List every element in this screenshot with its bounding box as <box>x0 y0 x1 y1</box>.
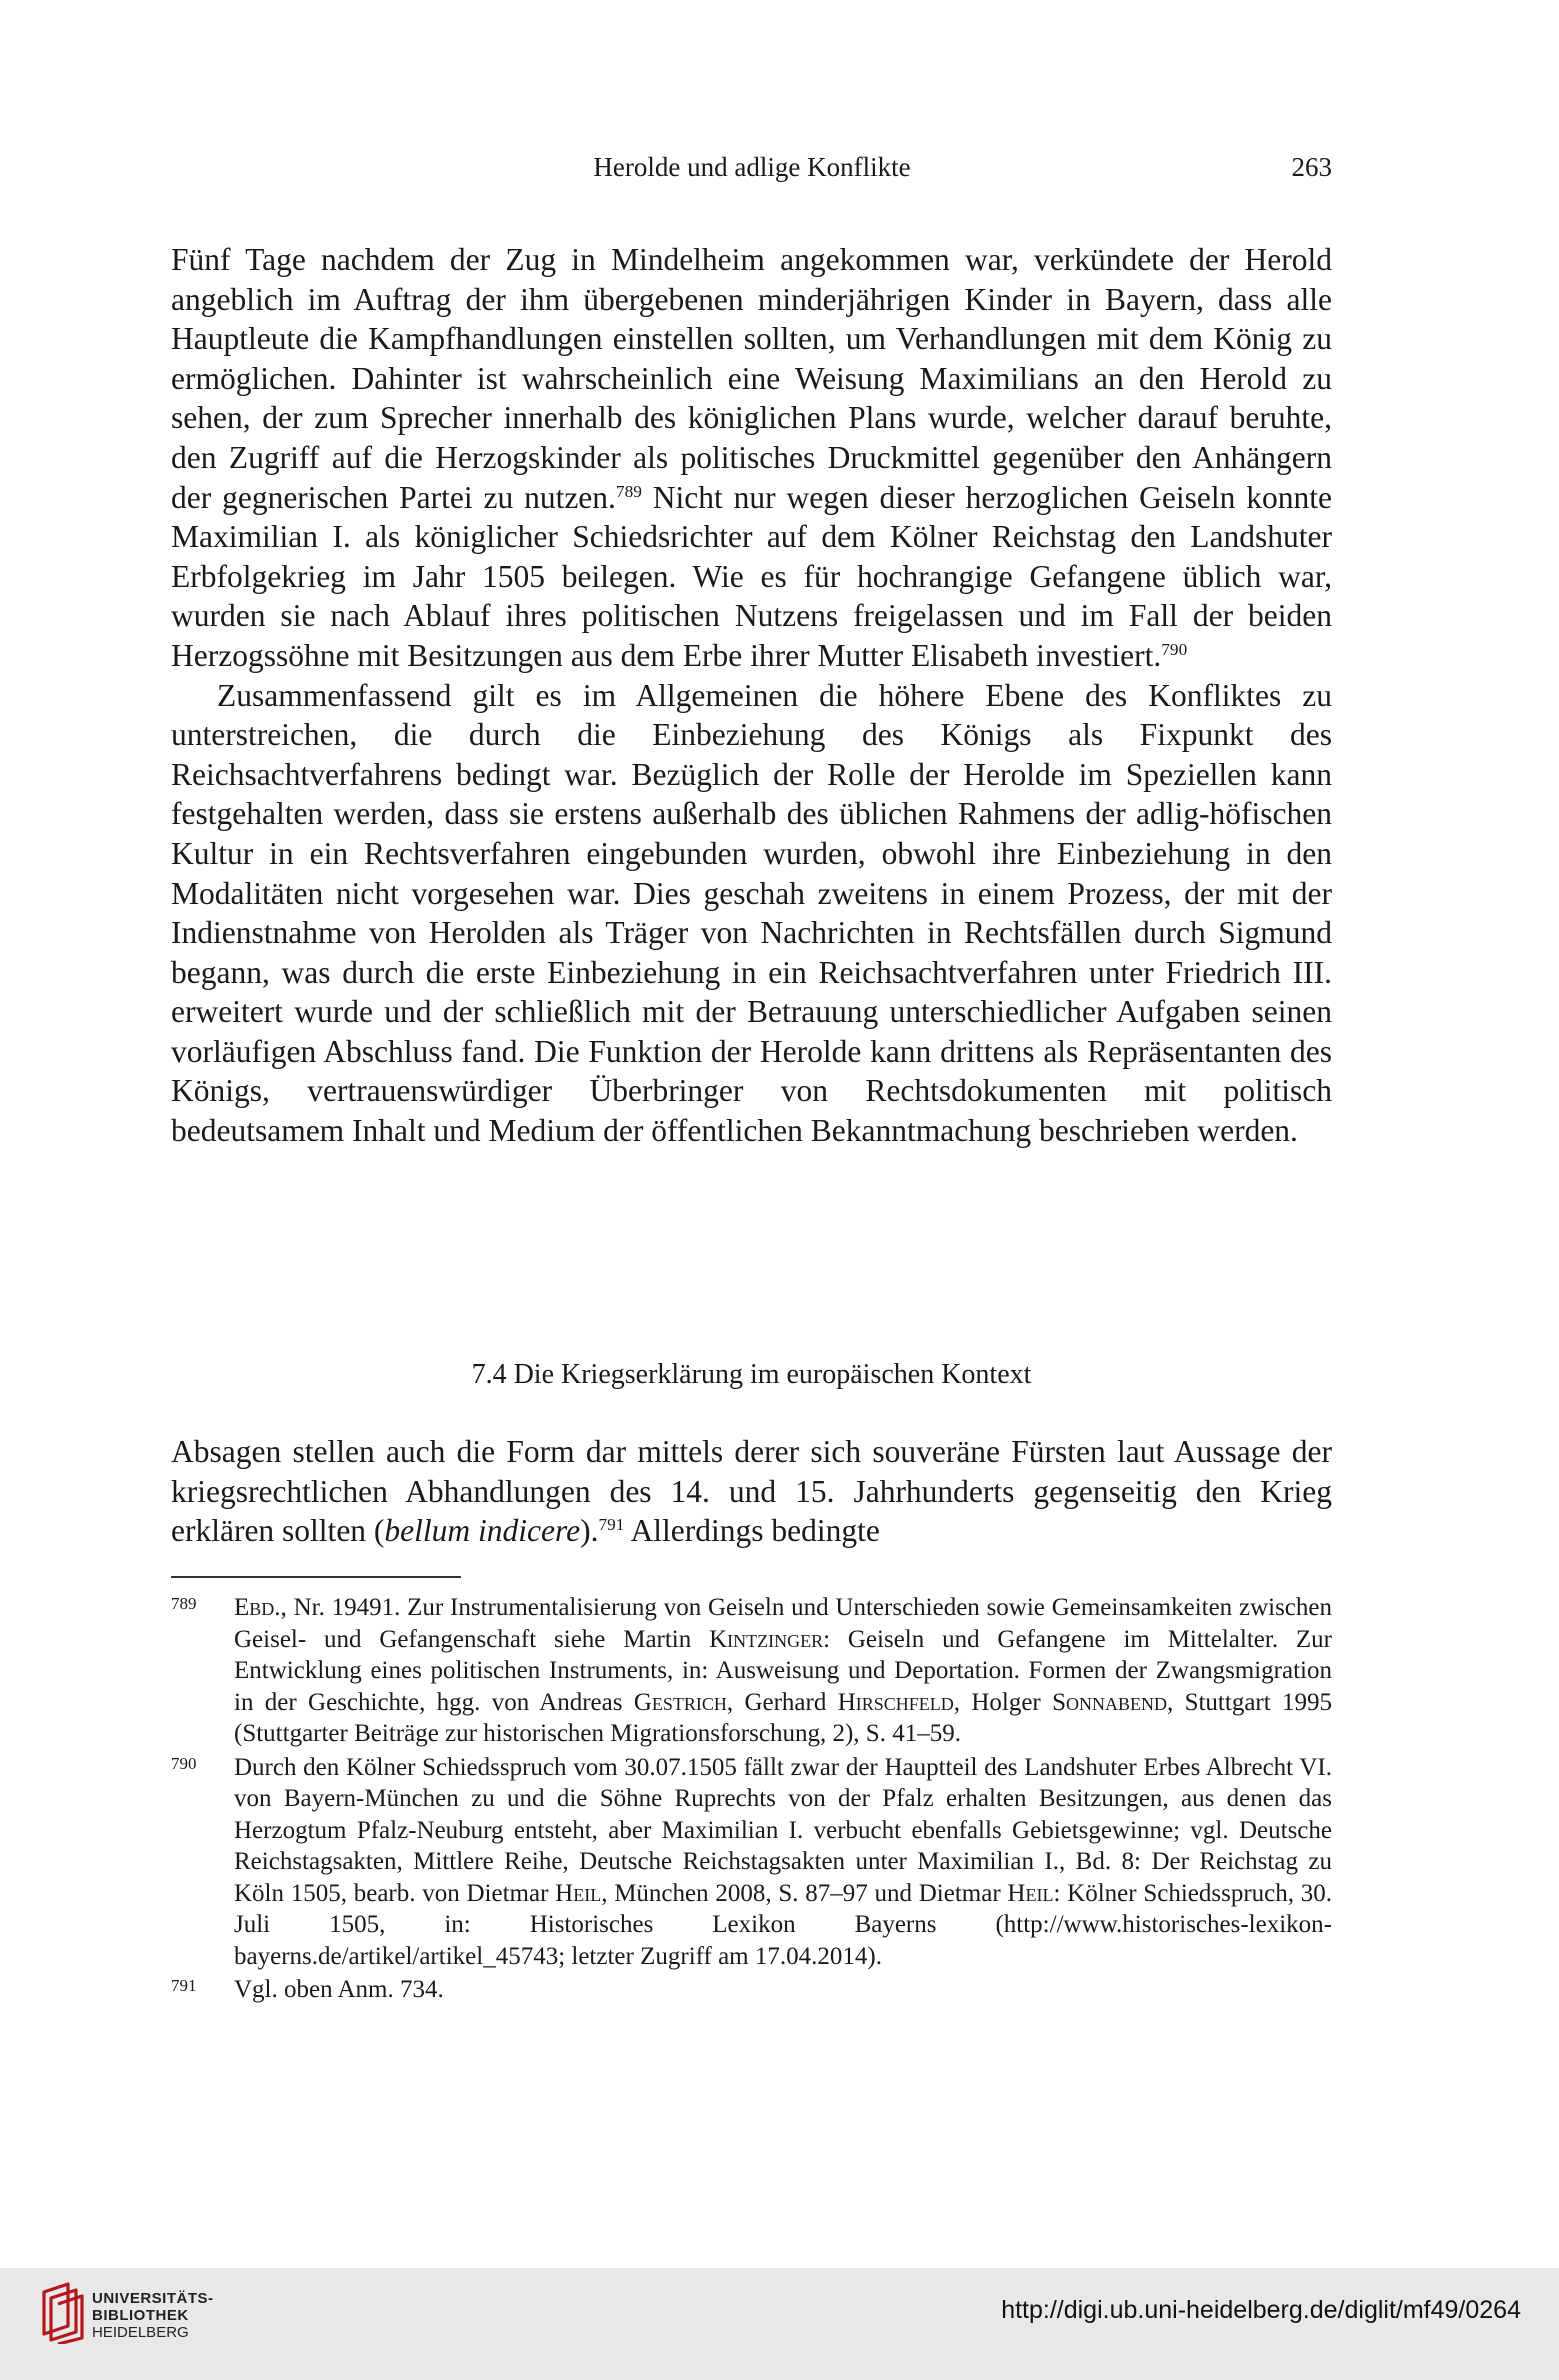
section-heading: 7.4 Die Kriegserklärung im europäischen Kontext <box>471 1359 1032 1390</box>
footnote-number: 790 <box>171 1753 197 1773</box>
footnote-791 <box>171 1974 1332 2006</box>
library-name-line-2: BIBLIOTHEK <box>92 2307 189 2324</box>
section-paragraph-1 <box>171 1432 1332 1551</box>
latin-term: bellum indicere <box>384 1513 581 1549</box>
footnotes <box>171 1592 1332 2008</box>
footnote-text: , München 2008, S. 87–97 und Dietmar <box>601 1879 1008 1907</box>
footnote-number: 791 <box>171 1976 197 1995</box>
source-url-link[interactable]: http://digi.ub.uni-heidelberg.de/diglit/mf49/0264 <box>1001 2296 1521 2324</box>
footnote-789 <box>171 1592 1332 1750</box>
paragraph-2: Zusammenfassend gilt es im Allgemeinen die höhere Ebene des Konfliktes zu unterstreichen, die durch die Einbeziehung des Königs als Fixpunkt des Reichsachtverfahrens bedingt war. Bezüglich der Rolle der Herolde im Speziellen kann festgehalten werden, dass sie erstens außerhalb des üblichen Rahmens der adlig-höfischen Kultur in ein Rechtsverfahren eingebunden wurden, obwohl ihre Einbeziehung in den Modalitäten nicht vorgesehen war. Dies geschah zweitens in einem Prozess, der mit der Indienstnahme von Herolden als Träger von Nachrichten in Rechtsfällen durch Sigmund begann, was durch die erste Einbeziehung in ein Reichsachtverfahren unter Friedrich III. erweitert wurde und der schließlich mit der Betrauung unterschiedlicher Aufgaben seinen vorläufigen Abschluss fand. Die Funktion der Herolde kann drittens als Repräsentanten des Königs, vertrauenswürdiger Überbringer von Rechtsdokumenten mit politisch bedeutsamem Inhalt und Medium der öffentlichen Bekanntmachung beschrieben werden. <box>171 677 1332 1149</box>
author-name: Heil <box>555 1879 602 1907</box>
body-text <box>171 240 1332 1151</box>
footnote-text: , Stuttgart 1995 (Stuttgarter Beiträge zur historischen Migrationsforschung, 2), S. 41–59. <box>234 1688 1333 1747</box>
section-paragraph-part-b: ). <box>580 1513 599 1549</box>
library-name-line-3: HEIDELBERG <box>92 2324 189 2341</box>
footnote-790 <box>171 1752 1332 1973</box>
section-paragraph-part-a: Absagen stellen auch die Form dar mittels derer sich souveräne Fürsten laut Aussage der kriegsrechtlichen Abhandlungen des 14. und 15. Jahrhunderts gegenseitig den Krieg erklären sollten ( <box>171 1434 1332 1549</box>
paragraph-1-part-b: Nicht nur wegen dieser herzoglichen Geiseln konnte Maximilian I. als königlicher Schiedsrichter auf dem Kölner Reichstag den Landshuter Erbfolgekrieg im Jahr 1505 beilegen. Wie es für hochrangige Gefangene üblich war, wurden sie nach Ablauf ihres politischen Nutzens freigelassen und im Fall der beiden Herzogssöhne mit Besitzungen aus dem Erbe ihrer Mutter Elisabeth investiert. <box>171 479 1332 673</box>
footnote-text: , Gerhard <box>726 1688 838 1716</box>
footnote-text: : Geiseln und Gefangene im Mittelalter. Zur Entwicklung eines politischen Instruments, in: Ausweisung und Deportation. Formen der Zwangsmigration in der Geschichte, hgg. von Andreas <box>234 1625 1332 1716</box>
paragraph-1 <box>171 240 1332 676</box>
footnote-text: , Holger <box>953 1688 1053 1716</box>
footnote-text: , Nr. 19491. Zur Instrumentalisierung von Geiseln und Unterschieden sowie Gemeinsamkeiten zwischen Geisel- und Gefangenschaft siehe Martin <box>234 1594 1332 1653</box>
footnote-text: : Kölner Schiedsspruch, 30. Juli 1505, in: Historisches Lexikon Bayerns (http://www.historisches-lexikon-bayerns.de/artikel/artikel_45743; letzter Zugriff am 17.04.2014). <box>234 1879 1332 1970</box>
section-text <box>171 1432 1332 1551</box>
footnote-ref-790[interactable]: 790 <box>1161 639 1188 659</box>
library-logo-icon[interactable] <box>38 2282 84 2344</box>
page-number: 263 <box>1291 152 1332 182</box>
running-head: Herolde und adlige Konflikte <box>593 152 911 182</box>
section-paragraph-part-c: Allerdings bedingte <box>624 1513 880 1549</box>
library-name <box>92 2290 214 2341</box>
author-name: Ebd. <box>234 1594 281 1621</box>
footnote-ref-791[interactable]: 791 <box>598 1514 625 1534</box>
paragraph-1-part-a: Fünf Tage nachdem der Zug in Mindelheim angekommen war, verkündete der Herold angeblich im Auftrag der ihm übergebenen minderjährigen Kinder in Bayern, dass alle Hauptleute die Kampfhandlungen einstellen sollten, um Verhandlungen mit dem König zu ermöglichen. Dahinter ist wahrscheinlich eine Weisung Maximilians an den Herold zu sehen, der zum Sprecher innerhalb des königlichen Plans wurde, welcher darauf beruhte, den Zugriff auf die Herzogskinder als politisches Druckmittel gegenüber den Anhängern der gegnerischen Partei zu nutzen. <box>171 242 1332 515</box>
author-name: Hirschfeld <box>837 1688 954 1716</box>
author-name: Gestrich <box>633 1688 727 1716</box>
footnote-text: Vgl. oben Anm. 734. <box>234 1976 444 2003</box>
footnote-ref-789[interactable]: 789 <box>615 481 642 501</box>
author-name: Sonnabend <box>1052 1688 1167 1716</box>
footnote-divider <box>171 1576 461 1578</box>
footnote-text: Durch den Kölner Schiedsspruch vom 30.07.1505 fällt zwar der Hauptteil des Landshuter Erbes Albrecht VI. von Bayern-München zu und die Söhne Ruprechts von der Pfalz erhalten Besitzungen, aus denen das Herzogtum Pfalz-Neuburg entsteht, aber Maximilian I. verbucht ebenfalls Gebietsgewinne; vgl. Deutsche Reichstagsakten, Mittlere Reihe, Deutsche Reichstagsakten unter Maximilian I., Bd. 8: Der Reichstag zu Köln 1505, bearb. von Dietmar <box>234 1753 1332 1907</box>
library-name-line-1: UNIVERSITÄTS- <box>92 2290 214 2307</box>
author-name: Kintzinger <box>709 1625 824 1653</box>
author-name: Heil <box>1007 1879 1054 1907</box>
footnote-number: 789 <box>171 1594 197 1613</box>
